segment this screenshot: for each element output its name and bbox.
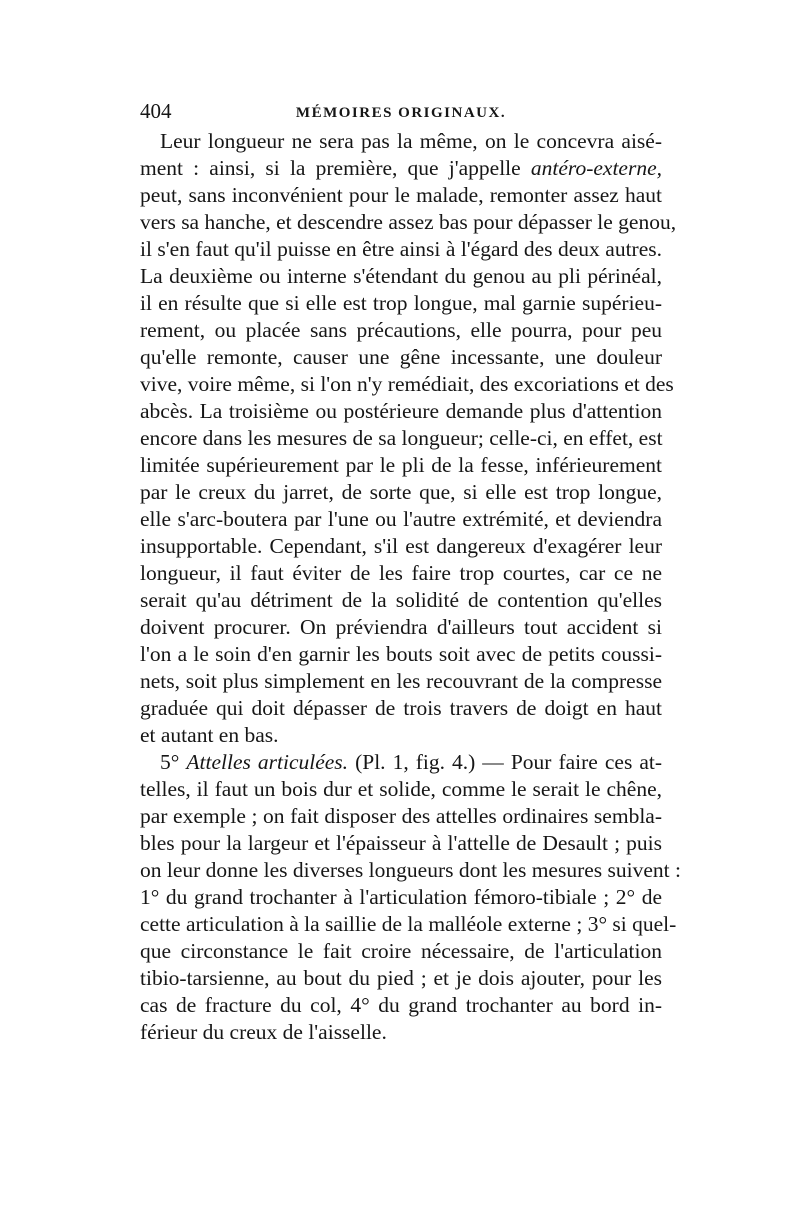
text-line: serait qu'au détriment de la solidité de contention qu'elles [140,588,662,612]
text-line: ment : ainsi, si la première, que j'appelle antéro-externe, [140,156,662,180]
text-line: limitée supérieurement par le pli de la fesse, inférieurement [140,453,662,477]
text-line: par exemple ; on fait disposer des attelles ordinaires sembla- [140,804,662,828]
section-title: Attelles articulées. [186,750,349,774]
text-line: La deuxième ou interne s'étendant du genou au pli périnéal, [140,264,662,288]
text-line: férieur du creux de l'aisselle. [140,1020,387,1044]
text-line: tibio-tarsienne, au bout du pied ; et je dois ajouter, pour les [140,966,662,990]
text-line: 1° du grand trochanter à l'articulation fémoro-tibiale ; 2° de [140,885,662,909]
text-line: il s'en faut qu'il puisse en être ainsi à l'égard des deux autres. [140,237,662,261]
text-line: vive, voire même, si l'on n'y remédiait, des excoriations et des [140,372,674,396]
text-line: doivent procurer. On préviendra d'ailleurs tout accident si [140,615,662,639]
text-line: bles pour la largeur et l'épaisseur à l'attelle de Desault ; puis [140,831,662,855]
text-line: cas de fracture du col, 4° du grand trochanter au bord in- [140,993,662,1017]
body-text [140,128,681,1046]
page-number: 404 [140,99,172,123]
text-line: vers sa hanche, et descendre assez bas pour dépasser le genou, [140,210,677,234]
section-heading-line: 5° Attelles articulées. (Pl. 1, fig. 4.) — Pour faire ces at- [160,750,663,774]
text-line: insupportable. Cependant, s'il est dangereux d'exagérer leur [140,534,662,558]
text-line: par le creux du jarret, de sorte que, si elle est trop longue, [140,480,662,504]
text-line: rement, ou placée sans précautions, elle pourra, pour peu [140,318,662,342]
text-line: l'on a le soin d'en garnir les bouts soit avec de petits coussi- [140,642,662,666]
text-line: abcès. La troisième ou postérieure demande plus d'attention [140,399,662,423]
running-head: MÉMOIRES ORIGINAUX. [295,105,507,121]
text-line: encore dans les mesures de sa longueur; celle-ci, en effet, est [140,426,663,450]
text-line: elle s'arc-boutera par l'une ou l'autre extrémité, et deviendra [140,507,662,531]
text-line: qu'elle remonte, causer une gêne incessante, une douleur [140,345,662,369]
page-header [140,98,662,124]
section-number: 5° [160,750,180,774]
text-line: Leur longueur ne sera pas la même, on le concevra aisé- [160,129,662,153]
text-line: peut, sans inconvénient pour le malade, remonter assez haut [140,183,662,207]
text-line: longueur, il faut éviter de les faire trop courtes, car ce ne [140,561,662,585]
text-line: que circonstance le fait croire nécessaire, de l'articulation [140,939,662,963]
italic-term: antéro-externe, [530,156,662,180]
text-line: et autant en bas. [140,723,279,747]
text-line: on leur donne les diverses longueurs dont les mesures suivent : [140,858,681,882]
text-line: telles, il faut un bois dur et solide, comme le serait le chêne, [140,777,662,801]
text-line: graduée qui doit dépasser de trois travers de doigt en haut [140,696,662,720]
text-line: nets, soit plus simplement en les recouvrant de la compresse [140,669,662,693]
text-line: cette articulation à la saillie de la malléole externe ; 3° si quel- [140,912,677,936]
text-line: il en résulte que si elle est trop longue, mal garnie supérieu- [140,291,662,315]
